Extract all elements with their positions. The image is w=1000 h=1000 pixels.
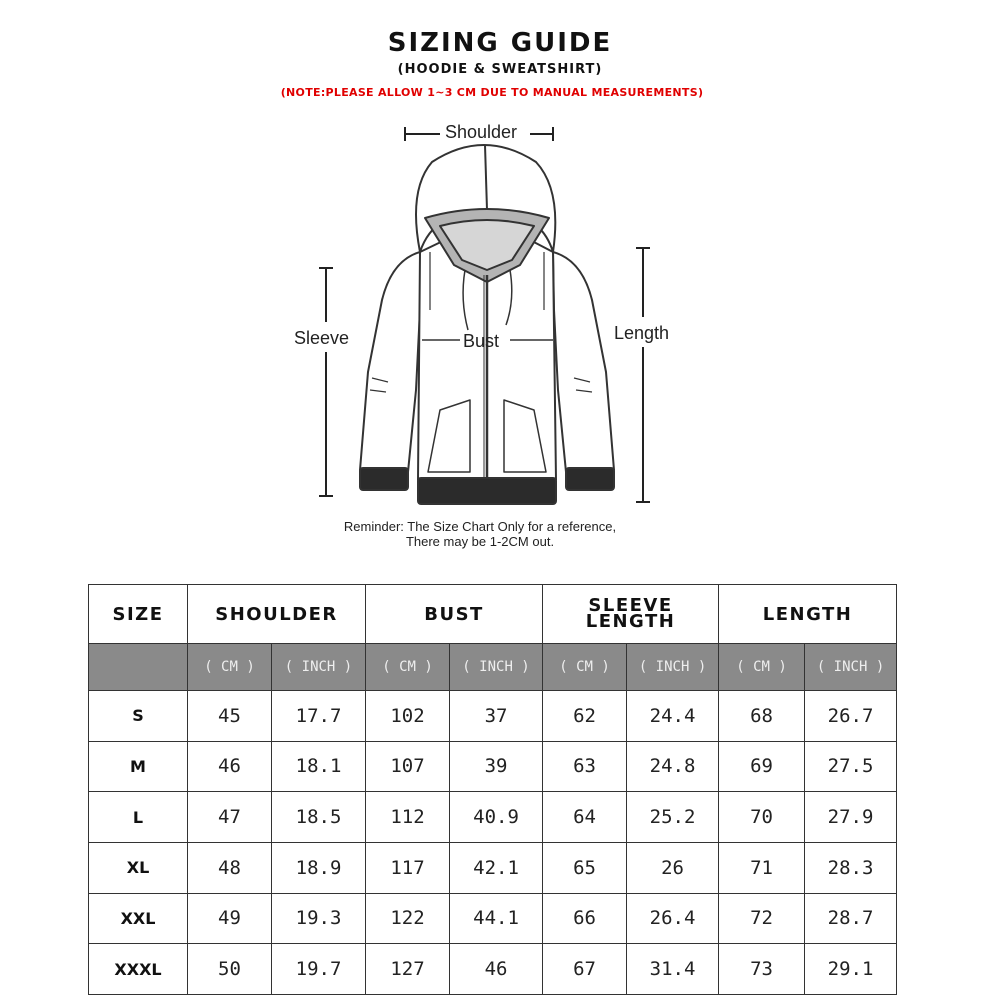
size-chart-table xyxy=(88,584,897,995)
value-cell: 19.7 xyxy=(272,944,366,995)
value-cell: 66 xyxy=(543,893,627,944)
header-shoulder: SHOULDER xyxy=(188,585,366,644)
table-row xyxy=(89,792,897,843)
value-cell: 68 xyxy=(719,691,805,742)
value-cell: 25.2 xyxy=(627,792,719,843)
value-cell: 117 xyxy=(366,842,450,893)
value-cell: 31.4 xyxy=(627,944,719,995)
value-cell: 45 xyxy=(188,691,272,742)
value-cell: 73 xyxy=(719,944,805,995)
value-cell: 112 xyxy=(366,792,450,843)
value-cell: 18.5 xyxy=(272,792,366,843)
unit-cell: ( CM ) xyxy=(543,644,627,691)
value-cell: 48 xyxy=(188,842,272,893)
value-cell: 67 xyxy=(543,944,627,995)
value-cell: 127 xyxy=(366,944,450,995)
table-row xyxy=(89,842,897,893)
value-cell: 49 xyxy=(188,893,272,944)
size-cell: XXL xyxy=(89,893,188,944)
value-cell: 122 xyxy=(366,893,450,944)
unit-cell: ( INCH ) xyxy=(272,644,366,691)
value-cell: 26.7 xyxy=(805,691,897,742)
header-sleeve-length xyxy=(543,585,719,644)
table-header-row xyxy=(89,585,897,644)
hoodie-illustration xyxy=(0,110,1000,570)
reminder-line-2: There may be 1-2CM out. xyxy=(405,534,555,549)
value-cell: 24.4 xyxy=(627,691,719,742)
header-sleeve-line-1: SLEEVE xyxy=(588,595,673,616)
hoodie-body xyxy=(360,145,614,504)
units-blank-cell xyxy=(89,644,188,691)
table-row xyxy=(89,893,897,944)
value-cell: 62 xyxy=(543,691,627,742)
value-cell: 40.9 xyxy=(450,792,543,843)
page-title: SIZING GUIDE xyxy=(387,28,613,58)
header-bust: BUST xyxy=(366,585,543,644)
unit-cell: ( CM ) xyxy=(188,644,272,691)
value-cell: 46 xyxy=(450,944,543,995)
size-cell: XXXL xyxy=(89,944,188,995)
value-cell: 42.1 xyxy=(450,842,543,893)
measurement-note: (NOTE:PLEASE ALLOW 1~3 CM DUE TO MANUAL MEASUREMENTS) xyxy=(280,86,704,99)
unit-cell: ( INCH ) xyxy=(627,644,719,691)
table-row xyxy=(89,944,897,995)
sleeve-label: Sleeve xyxy=(294,328,350,348)
value-cell: 71 xyxy=(719,842,805,893)
value-cell: 27.5 xyxy=(805,741,897,792)
size-cell: M xyxy=(89,741,188,792)
unit-cell: ( INCH ) xyxy=(805,644,897,691)
value-cell: 29.1 xyxy=(805,944,897,995)
value-cell: 47 xyxy=(188,792,272,843)
shoulder-label: Shoulder xyxy=(445,122,518,142)
unit-cell: ( CM ) xyxy=(366,644,450,691)
sleeve-arrow xyxy=(319,268,333,496)
value-cell: 28.7 xyxy=(805,893,897,944)
value-cell: 63 xyxy=(543,741,627,792)
hoodie-diagram xyxy=(0,110,1000,570)
unit-cell: ( CM ) xyxy=(719,644,805,691)
size-cell: L xyxy=(89,792,188,843)
size-cell: S xyxy=(89,691,188,742)
bust-label: Bust xyxy=(463,331,500,351)
value-cell: 28.3 xyxy=(805,842,897,893)
header-length: LENGTH xyxy=(719,585,897,644)
value-cell: 69 xyxy=(719,741,805,792)
value-cell: 39 xyxy=(450,741,543,792)
size-cell: XL xyxy=(89,842,188,893)
table-row xyxy=(89,741,897,792)
value-cell: 64 xyxy=(543,792,627,843)
value-cell: 107 xyxy=(366,741,450,792)
value-cell: 18.1 xyxy=(272,741,366,792)
header-size: SIZE xyxy=(89,585,188,644)
value-cell: 24.8 xyxy=(627,741,719,792)
value-cell: 102 xyxy=(366,691,450,742)
value-cell: 17.7 xyxy=(272,691,366,742)
value-cell: 37 xyxy=(450,691,543,742)
value-cell: 18.9 xyxy=(272,842,366,893)
length-label: Length xyxy=(614,323,670,343)
unit-cell: ( INCH ) xyxy=(450,644,543,691)
value-cell: 19.3 xyxy=(272,893,366,944)
table-row xyxy=(89,691,897,742)
value-cell: 70 xyxy=(719,792,805,843)
value-cell: 26 xyxy=(627,842,719,893)
value-cell: 50 xyxy=(188,944,272,995)
value-cell: 72 xyxy=(719,893,805,944)
reminder-line-1: Reminder: The Size Chart Only for a reference, xyxy=(343,519,617,534)
reminder-text xyxy=(300,519,660,549)
value-cell: 27.9 xyxy=(805,792,897,843)
units-row xyxy=(89,644,897,691)
value-cell: 44.1 xyxy=(450,893,543,944)
value-cell: 46 xyxy=(188,741,272,792)
value-cell: 26.4 xyxy=(627,893,719,944)
length-arrow xyxy=(636,248,650,502)
header-sleeve-line-2: LENGTH xyxy=(585,611,676,632)
page-subtitle: (HOODIE & SWEATSHIRT) xyxy=(397,62,603,77)
value-cell: 65 xyxy=(543,842,627,893)
